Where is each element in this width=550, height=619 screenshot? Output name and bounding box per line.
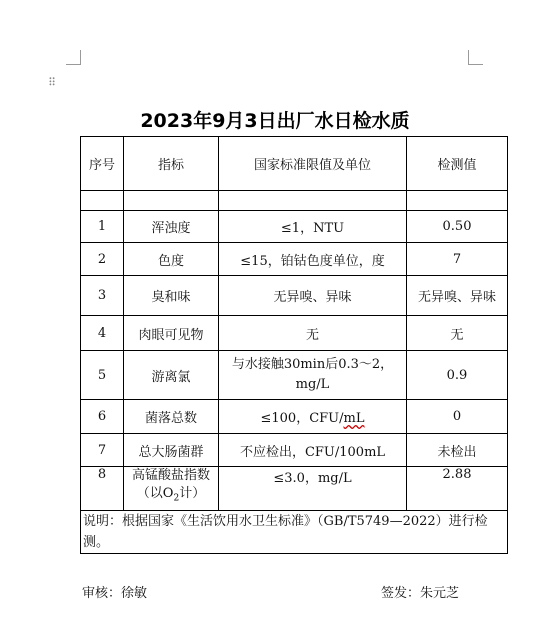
reviewer-signature: 审核：徐敏 (82, 586, 148, 601)
row-measured: 0 (407, 400, 508, 434)
row-indicator: 游离氯 (124, 351, 219, 400)
row-measured: 2.88 (407, 467, 508, 511)
blank-row (81, 191, 508, 211)
row-standard: ≤3.0，mg/L (219, 467, 407, 511)
row-index: 5 (81, 351, 124, 400)
row-indicator: 臭和味 (124, 276, 219, 316)
table-row (81, 316, 508, 351)
row-standard (219, 400, 407, 434)
table-row (81, 351, 508, 400)
standard-line-1: 与水接触30min后0.3～2， (231, 357, 394, 372)
row-measured: 0.9 (407, 351, 508, 400)
row-measured: 无 (407, 316, 508, 351)
row-index: 7 (81, 434, 124, 467)
row-indicator (124, 467, 219, 511)
row-measured: 0.50 (407, 211, 508, 243)
row-index: 2 (81, 243, 124, 276)
indicator-line-2-sub: 2 (173, 493, 180, 504)
header-index: 序号 (81, 137, 124, 191)
crop-mark-top-right (468, 50, 483, 65)
row-index: 1 (81, 211, 124, 243)
water-quality-table (80, 136, 508, 554)
row-indicator: 总大肠菌群 (124, 434, 219, 467)
row-measured: 未检出 (407, 434, 508, 467)
document-title: 2023年9月3日出厂水日检水质 (140, 110, 410, 132)
table-row (81, 243, 508, 276)
row-standard: ≤15，铂钴色度单位，度 (219, 243, 407, 276)
table-row (81, 211, 508, 243)
row-index: 4 (81, 316, 124, 351)
row-measured: 无异嗅、异味 (407, 276, 508, 316)
row-indicator: 浑浊度 (124, 211, 219, 243)
header-indicator: 指标 (124, 137, 219, 191)
row-index: 3 (81, 276, 124, 316)
header-measured: 检测值 (407, 137, 508, 191)
indicator-line-2-pre: （以O (136, 486, 174, 501)
note-row (81, 511, 508, 554)
row-standard: 无异嗅、异味 (219, 276, 407, 316)
row-standard: 无 (219, 316, 407, 351)
table-row (81, 400, 508, 434)
table-row (81, 467, 508, 511)
standard-prefix: ≤100，CFU/ (260, 411, 344, 426)
standard-line-2: mg/L (295, 377, 330, 392)
row-index: 6 (81, 400, 124, 434)
row-indicator: 菌落总数 (124, 400, 219, 434)
table-move-handle-icon[interactable]: ⠿ (48, 76, 56, 89)
table-note: 说明：根据国家《生活饮用水卫生标准》（GB/T5749—2022）进行检测。 (81, 511, 508, 554)
row-standard (219, 351, 407, 400)
row-index: 8 (81, 467, 124, 511)
standard-unit: mL (343, 411, 365, 426)
row-measured: 7 (407, 243, 508, 276)
row-indicator: 色度 (124, 243, 219, 276)
table-header-row (81, 137, 508, 191)
issuer-signature: 签发：朱元芝 (381, 586, 460, 601)
crop-mark-top-left (66, 50, 81, 65)
table-row (81, 434, 508, 467)
table-row (81, 276, 508, 316)
row-indicator: 肉眼可见物 (124, 316, 219, 351)
indicator-line-2-post: 计） (179, 486, 206, 501)
indicator-line-1: 高锰酸盐指数 (131, 468, 210, 483)
row-standard: ≤1，NTU (219, 211, 407, 243)
row-standard: 不应检出，CFU/100mL (219, 434, 407, 467)
header-standard: 国家标准限值及单位 (219, 137, 407, 191)
